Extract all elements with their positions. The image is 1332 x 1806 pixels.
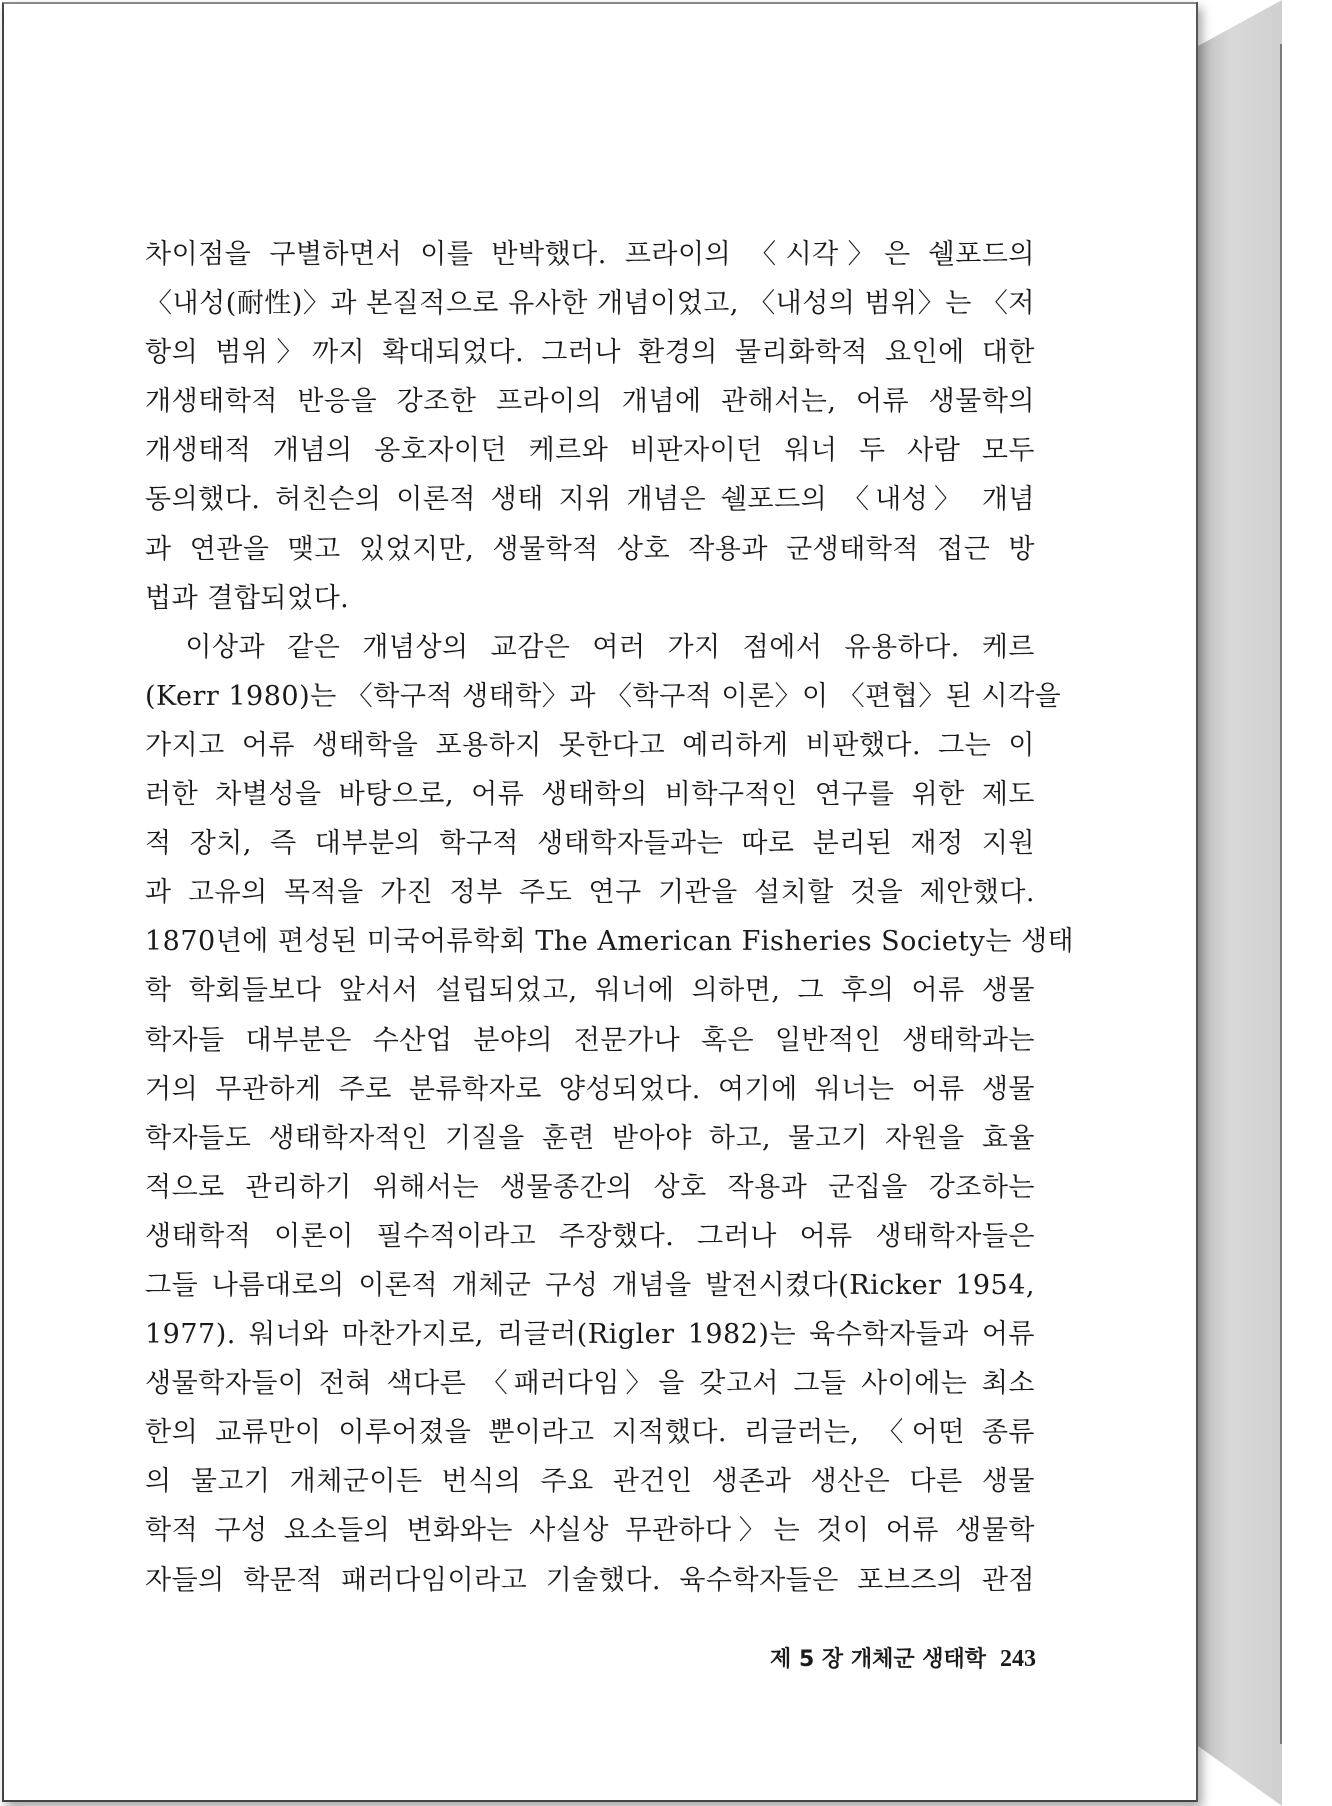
text-line: 학자들 대부분은 수산업 분야의 전문가나 혹은 일반적인 생태학과는 [145, 1024, 1035, 1056]
text-line: 개생태적 개념의 옹호자이던 케르와 비판자이던 워너 두 사람 모두 [145, 435, 1035, 467]
text-line: 1870년에 편성된 미국어류학회 The American Fisheries Society는 생태 [145, 926, 1075, 958]
book-bottom-corner [1198, 1746, 1282, 1806]
text-line: 개생태학적 반응을 강조한 프라이의 개념에 관해서는, 어류 생물학의 [145, 386, 1035, 418]
page-right-edge [1196, 2, 1198, 1802]
text-line: 법과 결합되었다. [145, 582, 350, 614]
book-top-corner [1198, 0, 1282, 46]
text-line: 러한 차별성을 바탕으로, 어류 생태학의 비학구적인 연구를 위한 제도 [145, 779, 1035, 811]
text-line: 1977). 워너와 마찬가지로, 리글러(Rigler 1982)는 육수학자들과 어류 [145, 1319, 1035, 1351]
text-line: 학자들도 생태학자적인 기질을 훈련 받아야 하고, 물고기 자원을 효율 [145, 1122, 1035, 1154]
text-line: 거의 무관하게 주로 분류학자로 양성되었다. 여기에 워너는 어류 생물 [145, 1073, 1035, 1105]
text-line: 과 고유의 목적을 가진 정부 주도 연구 기관을 설치할 것을 제안했다. [145, 877, 1035, 909]
text-line: 이상과 같은 개념상의 교감은 여러 가지 점에서 유용하다. 케르 [145, 631, 1035, 663]
text-line: 생태학적 이론이 필수적이라고 주장했다. 그러나 어류 생태학자들은 [145, 1220, 1035, 1252]
text-line: 가지고 어류 생태학을 포용하지 못한다고 예리하게 비판했다. 그는 이 [145, 729, 1035, 761]
text-line: (Kerr 1980)는 〈학구적 생태학〉과 〈학구적 이론〉이 〈편협〉된 시각을 [145, 680, 1062, 712]
book-page-stack-side [1198, 0, 1282, 1806]
chapter-title: 제 5 장 개체군 생태학 [770, 1647, 986, 1672]
text-line: 학적 구성 요소들의 변화와는 사실상 무관하다〉는 것이 어류 생물학 [145, 1515, 1035, 1547]
text-line: 항의 범위〉까지 확대되었다. 그러나 환경의 물리화학적 요인에 대한 [145, 337, 1035, 369]
text-line: 동의했다. 허친슨의 이론적 생태 지위 개념은 쉘포드의 〈내성〉 개념 [145, 484, 1035, 516]
running-footer [756, 1642, 1036, 1673]
page-number: 243 [1000, 1646, 1036, 1672]
text-line: 의 물고기 개체군이든 번식의 주요 관건인 생존과 생산은 다른 생물 [145, 1466, 1035, 1498]
body-text [145, 230, 1075, 1605]
text-line: 그들 나름대로의 이론적 개체군 구성 개념을 발전시켰다(Ricker 1954, [145, 1269, 1035, 1301]
text-line: 자들의 학문적 패러다임이라고 기술했다. 육수학자들은 포브즈의 관점 [145, 1564, 1035, 1596]
text-line: 과 연관을 맺고 있었지만, 생물학적 상호 작용과 군생태학적 접근 방 [145, 533, 1035, 565]
text-line: 차이점을 구별하면서 이를 반박했다. 프라이의 〈시각〉은 쉘포드의 [145, 239, 1035, 270]
text-line: 학 학회들보다 앞서서 설립되었고, 워너에 의하면, 그 후의 어류 생물 [145, 975, 1035, 1007]
text-line: 〈내성(耐性)〉과 본질적으로 유사한 개념이었고, 〈내성의 범위〉는 〈저 [145, 288, 1035, 320]
text-line: 적으로 관리하기 위해서는 생물종간의 상호 작용과 군집을 강조하는 [145, 1171, 1035, 1203]
text-line: 생물학자들이 전혀 색다른 〈패러다임〉을 갖고서 그들 사이에는 최소 [145, 1368, 1035, 1400]
text-line: 한의 교류만이 이루어졌을 뿐이라고 지적했다. 리글러는, 〈어떤 종류 [145, 1417, 1035, 1449]
text-line: 적 장치, 즉 대부분의 학구적 생태학자들과는 따로 분리된 재정 지원 [145, 828, 1035, 860]
page-sheet [2, 2, 1198, 1802]
book-side-edge [1280, 44, 1282, 1744]
